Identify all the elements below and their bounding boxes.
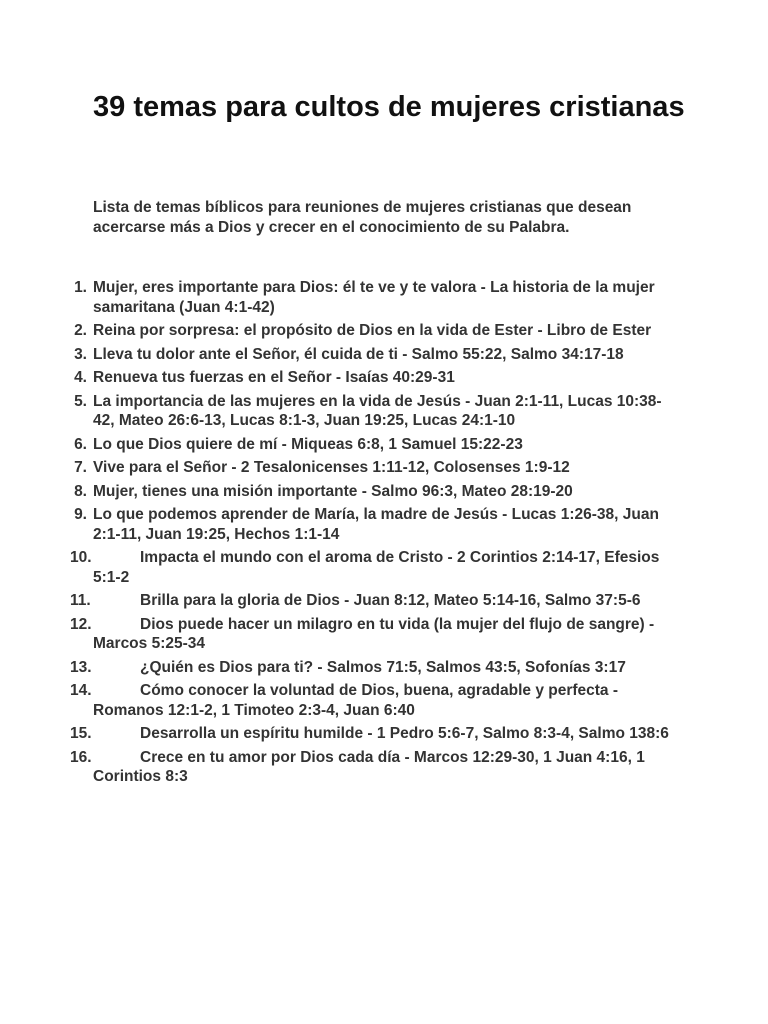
- topic-number: 1.: [74, 279, 87, 296]
- topic-number: 15.: [70, 725, 92, 742]
- topic-item: [0, 505, 673, 544]
- topic-text: Renueva tus fuerzas en el Señor - Isaías 40:29-31: [93, 369, 455, 386]
- topic-item: [0, 658, 673, 678]
- topic-text: Desarrolla un espíritu humilde - 1 Pedro 5:6-7, Salmo 8:3-4, Salmo 138:6: [140, 725, 669, 742]
- topic-item: [0, 681, 673, 720]
- topic-number: 6.: [74, 435, 87, 453]
- topic-item: [0, 368, 673, 388]
- document-title: 39 temas para cultos de mujeres cristianas: [93, 91, 685, 123]
- topic-number: 8.: [74, 482, 87, 500]
- topic-text: Mujer, eres importante para Dios: él te ve y te valora - La historia de la mujer samaritana (Juan 4:1-42): [93, 279, 655, 316]
- topic-text: La importancia de las mujeres en la vida de Jesús - Juan 2:1-11, Lucas 10:38-42, Mateo 26:6-13, Lucas 8:1-3, Juan 19:25, Lucas 24:1-10: [93, 392, 662, 429]
- topic-number: 12.: [70, 615, 92, 633]
- topic-item: [0, 748, 673, 787]
- topic-text: Reina por sorpresa: el propósito de Dios en la vida de Ester - Libro de Ester: [93, 322, 652, 339]
- topic-text: Brilla para la gloria de Dios - Juan 8:12, Mateo 5:14-16, Salmo 37:5-6: [140, 592, 641, 609]
- topic-number: 13.: [70, 658, 92, 676]
- topic-number: 2.: [74, 322, 87, 339]
- topic-text: Dios puede hacer un milagro en tu vida (la mujer del flujo de sangre) - Marcos 5:25-34: [93, 615, 655, 652]
- topic-number: 16.: [70, 748, 92, 766]
- intro-paragraph: Lista de temas bíblicos para reuniones de mujeres cristianas que desean acercarse más a Dios y crecer en el conocimiento de su Palabra.: [93, 199, 632, 236]
- topic-text: Cómo conocer la voluntad de Dios, buena, agradable y perfecta - Romanos 12:1-2, 1 Timoteo 2:3-4, Juan 6:40: [93, 682, 619, 719]
- topic-text: Vive para el Señor - 2 Tesalonicenses 1:11-12, Colosenses 1:9-12: [93, 459, 570, 476]
- topic-text: Crece en tu amor por Dios cada día - Marcos 12:29-30, 1 Juan 4:16, 1 Corintios 8:3: [93, 748, 645, 785]
- topic-item: [0, 345, 673, 365]
- topic-number: 14.: [70, 682, 92, 699]
- topics-list: [0, 278, 768, 791]
- topic-number: 3.: [74, 345, 87, 363]
- topic-text: Impacta el mundo con el aroma de Cristo - 2 Corintios 2:14-17, Efesios 5:1-2: [93, 549, 660, 586]
- topic-number: 5.: [74, 392, 87, 410]
- topic-text: Lo que Dios quiere de mí - Miqueas 6:8, 1 Samuel 15:22-23: [93, 435, 523, 453]
- topic-item: [0, 548, 673, 587]
- topic-item: [0, 392, 673, 431]
- topic-item: [0, 591, 673, 611]
- topic-number: 10.: [70, 549, 92, 566]
- topic-item: [0, 482, 673, 502]
- topic-text: ¿Quién es Dios para ti? - Salmos 71:5, Salmos 43:5, Sofonías 3:17: [140, 658, 626, 676]
- topic-number: 7.: [74, 459, 87, 476]
- topic-number: 9.: [74, 506, 87, 523]
- topic-item: [0, 321, 673, 341]
- topic-number: 4.: [74, 369, 87, 386]
- topic-number: 11.: [70, 592, 91, 609]
- topic-text: Mujer, tienes una misión importante - Salmo 96:3, Mateo 28:19-20: [93, 482, 573, 500]
- topic-item: [0, 435, 673, 455]
- topic-item: [0, 278, 673, 317]
- topic-text: Lleva tu dolor ante el Señor, él cuida de ti - Salmo 55:22, Salmo 34:17-18: [93, 345, 624, 363]
- topic-text: Lo que podemos aprender de María, la madre de Jesús - Lucas 1:26-38, Juan 2:1-11, Juan 19:25, Hechos 1:1-14: [93, 506, 659, 543]
- topic-item: [0, 724, 673, 744]
- topic-item: [0, 458, 673, 478]
- topic-item: [0, 615, 673, 654]
